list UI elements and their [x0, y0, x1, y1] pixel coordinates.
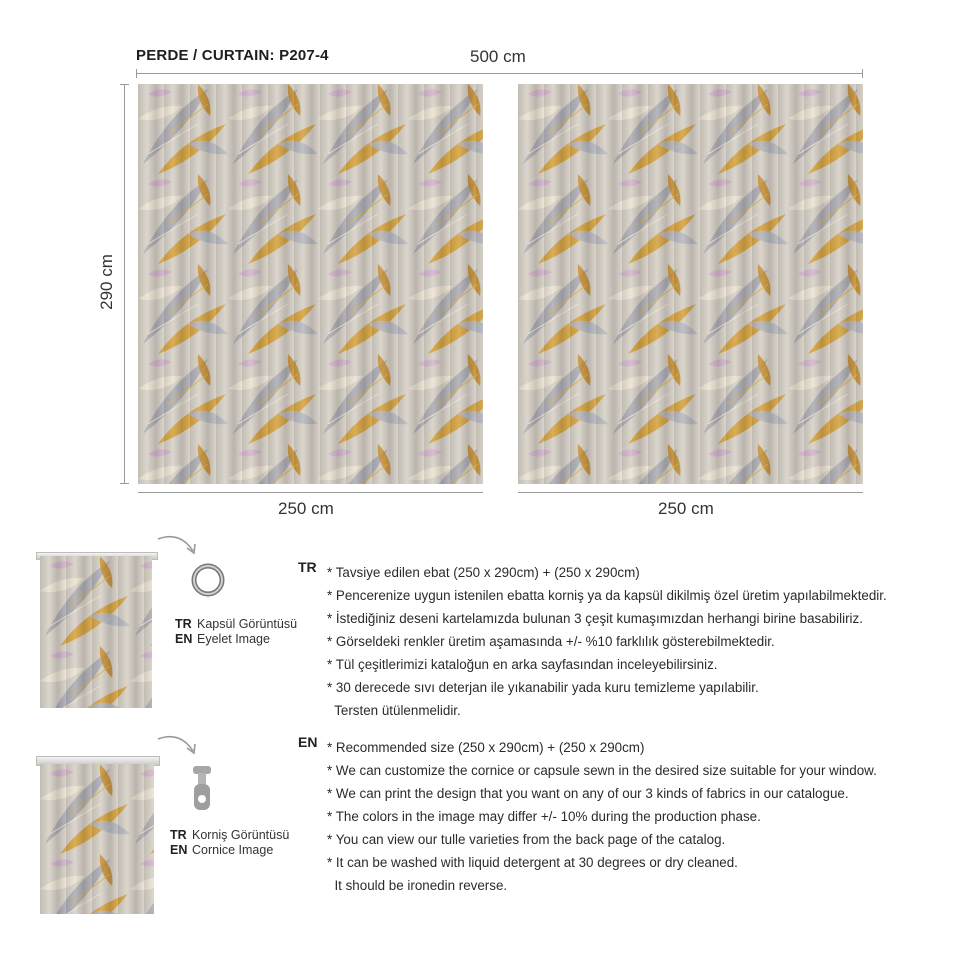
left-width-line [138, 492, 483, 493]
cornice-curtain-thumbnail [40, 764, 154, 914]
tr-item-custom: * Pencerenize uygun istenilen ebatta korniş ya da kapsül dikilmiş özel üretim yapılabilmektedir. [327, 588, 887, 603]
tr-item-colors: * Görseldeki renkler üretim aşamasında +/- %10 farklılık gösterebilmektedir. [327, 634, 775, 649]
right-width-label: 250 cm [658, 499, 714, 518]
tr-item-tulle: * Tül çeşitlerimizi kataloğun en arka sayfasından inceleyebilirsiniz. [327, 657, 718, 672]
total-width-tick-right [862, 69, 863, 78]
right-curtain-panel [518, 84, 863, 484]
eyelet-label: TR Kapsül Görüntüsü EN Eyelet Image [175, 617, 298, 646]
tr-item-print: * İstediğiniz deseni kartelamızda bulunan 3 çeşit kumaşımızdan herhangi birine basabiliriz. [327, 611, 863, 626]
left-curtain-folds [138, 84, 483, 484]
en-item-iron: It should be ironedin reverse. [327, 878, 508, 893]
left-curtain-panel [138, 84, 483, 484]
tr-item-size: * Tavsiye edilen ebat (250 x 290cm) + (250 x 290cm) [327, 565, 640, 580]
eyelet-en-text: Eyelet Image [197, 632, 270, 646]
en-item-custom: * We can customize the cornice or capsule sewn in the desired size suitable for your window. [327, 763, 877, 778]
height-tick-top [120, 84, 129, 85]
cornice-en-text: Cornice Image [192, 843, 274, 857]
en-info-list [327, 736, 877, 897]
right-width-line [518, 492, 863, 493]
cornice-label: TR Korniş Görüntüsü EN Cornice Image [170, 828, 290, 857]
eyelet-curtain-thumbnail [40, 556, 152, 708]
total-width-label: 500 cm [470, 47, 526, 66]
right-curtain-folds [518, 84, 863, 484]
en-section-code: EN [298, 734, 318, 750]
eyelet-curtain-folds [40, 556, 152, 708]
tr-item-iron: Tersten ütülenmelidir. [327, 703, 461, 718]
height-label: 290 cm [97, 254, 116, 310]
cornice-hook-icon [190, 764, 214, 812]
eyelet-arrow-icon [155, 533, 200, 558]
cornice-arrow-icon [155, 733, 200, 758]
total-width-line [136, 73, 863, 74]
en-item-colors: * The colors in the image may differ +/- 10% during the production phase. [327, 809, 761, 824]
total-width-tick-left [136, 69, 137, 78]
tr-info-list [327, 561, 887, 722]
height-line [124, 84, 125, 484]
en-item-print: * We can print the design that you want on any of our 3 kinds of fabrics in our catalogue. [327, 786, 849, 801]
cornice-curtain-folds [40, 764, 154, 914]
cornice-tr-text: Korniş Görüntüsü [192, 828, 290, 842]
en-item-wash: * It can be washed with liquid detergent at 30 degrees or dry cleaned. [327, 855, 738, 870]
en-item-tulle: * You can view our tulle varieties from the back page of the catalog. [327, 832, 726, 847]
en-item-size: * Recommended size (250 x 290cm) + (250 x 290cm) [327, 740, 645, 755]
page-title: PERDE / CURTAIN: P207-4 [136, 47, 329, 64]
tr-section-code: TR [298, 559, 317, 575]
left-width-label: 250 cm [278, 499, 334, 518]
tr-item-wash: * 30 derecede sıvı deterjan ile yıkanabilir yada kuru temizleme yapılabilir. [327, 680, 759, 695]
eyelet-ring-icon [190, 562, 226, 598]
eyelet-tr-text: Kapsül Görüntüsü [197, 617, 298, 631]
height-tick-bottom [120, 483, 129, 484]
